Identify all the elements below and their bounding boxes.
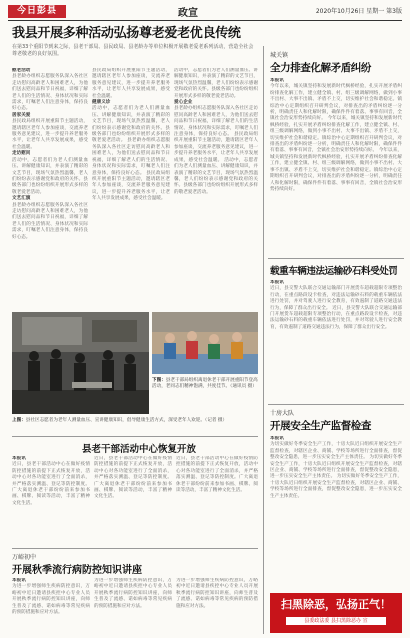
lead-headline: 我县开展多种活动弘扬尊老爱老优良传统 [12,26,241,41]
masthead-rule [8,20,402,21]
slogan-issuer: 县委政法委 县扫黑除恶办 宣 [286,617,386,625]
article-column [176,456,258,546]
caption-label: 上图： [12,418,26,423]
body-text: 活动中，志愿者们为老人们测量血压、讲解健康知识，并表演了精彩的文艺节目，现场气氛热烈温馨，老人们纷纷表示感谢党和政府的关怀。县级各部门也纷纷组织开展形式多样的敬老爱老活动。 [12,157,88,195]
body-text: 县老龄办组织志愿服务队深入各社区走访慰问高龄老人和困难老人，为他们送去慰问品和节日祝福，详细了解老人们的生活情况、身体状况和实际需求，叮嘱老人们注意身体，保持良好心态。 [174,106,258,138]
slogan-banner [270,593,402,633]
subheading: 慰老活动 [12,68,31,73]
article-column [94,578,172,634]
divider [268,404,404,405]
slogan-text: 扫黑除恶，弘扬正气！ [281,598,391,611]
body-text: 为切实做好冬季安全生产工作，十房大队近日组织开展安全生产监督检查，对辖区企业、商铺、学校等场所进行全面排查，督促整改安全隐患，进一步压实安全生产主体责任。 [270,455,402,480]
body-text: 县老龄办组织志愿服务队深入各社区走访慰问高龄老人和困难老人，为他们送去慰问品和节日祝福，详细了解老人们的生活情况、身体状况和实际需求，叮嘱老人们注意身体，保持良好心态。 [92,138,170,176]
body-text: 今年以来，城关镇坚持和发展新时代枫桥经验，扎实开展矛盾纠纷排查化解工作，建立健全镇、村、组三级调解网络，做到小事不出村、大事不出镇、矛盾不上交，切实维护社会和谐稳定。镇综治中心定期组织召开研判会议，对排查出的矛盾纠纷逐一分析，明确责任人和化解时限，确保件件有着落、事事有回音，全镇社会治安形势持续向好。 [270,84,402,122]
byline: 本报讯 [270,436,284,441]
subheading: 居家关爱 [12,112,31,118]
divider [12,548,258,549]
lead-intro: 在第33个重阳节到来之际，县老干部局、县民政局、县老龄办等单位积极开展敬老爱老系列活动，营造全社会尊老敬老的良好氛围。 [12,44,254,57]
body-text: 活动中，志愿者们为老人们测量血压、讲解健康知识，并表演了精彩的文艺节目，现场气氛热烈温馨，老人们纷纷表示感谢党和政府的关怀。县级各部门也纷纷组织开展形式多样的敬老爱老活动。 [92,106,170,144]
lead-column-2 [92,68,170,290]
article-headline: 开展安全生产监督检查 [270,420,371,432]
byline: 本报讯 [270,78,284,83]
byline: 本报讯 [12,456,26,461]
caption-text: 县老干部局组织离退休老干部开展重阳节登高活动，老同志们精神饱满，共度佳节。（通讯员 摄） [152,378,258,389]
body-text: 县老龄办组织志愿服务队深入各社区走访慰问高龄老人和困难老人，为他们送去慰问品和节日祝福，详细了解老人们的生活情况、身体状况和实际需求，叮嘱老人们注意身体，保持良好心态。 [12,74,88,112]
caption-text: 县社区志愿者为老年人测量血压、宣讲健康知识，倡导健康生活方式，深受老年人欢迎。（记者 摄） [25,418,228,423]
article-kicker: 万峪初中 [12,554,37,561]
body-text: 为进一步增强师生疾病防控意识，万峪初中近日邀请县疾控中心专业人员开展秋季流行病防控知识讲座，向师生普及了流感、诺如病毒等常见疾病的预防措施和应对方法。 [176,578,258,609]
body-text: 今年以来，城关镇坚持和发展新时代枫桥经验，扎实开展矛盾纠纷排查化解工作，建立健全镇、村、组三级调解网络，做到小事不出村、大事不出镇、矛盾不上交，切实维护社会和谐稳定。镇综治中心定期组织召开研判会议，对排查出的矛盾纠纷逐一分析，明确责任人和化解时限，确保件件有着落、事事有回音，全镇社会治安形势持续向好。 [270,116,402,154]
body-text: 活动中，志愿者们为老人们测量血压、讲解健康知识，并表演了精彩的文艺节目，现场气氛热烈温馨，老人们纷纷表示感谢党和政府的关怀。县级各部门也纷纷组织开展形式多样的敬老爱老活动。 [174,68,258,99]
divider [12,436,258,437]
body-text: 近日，县老干部活动中心在做好疫情防控措施的前提下正式恢复开放，活动中心对各功能室进行了全面消杀，并严格落实测温、登记等防控制度。广大离退休老干部纷纷前来参加书画、棋牌、阅读等活动，丰富了精神文化生活。 [12,462,90,506]
subheading: 走访慰问 [12,151,31,157]
body-text: 近日，县老干部活动中心在做好疫情防控措施的前提下正式恢复开放，活动中心对各功能室进行了全面消杀，并严格落实测温、登记等防控制度。广大离退休老干部纷纷前来参加书画、棋牌、阅读等活动，丰富了精神文化生活。 [94,456,172,500]
subheading: 爱心企业 [174,100,193,106]
article-column [12,456,90,546]
body-text: 活动中，志愿者们为老人们测量血压、讲解健康知识，并表演了精彩的文艺节目，现场气氛热烈温馨，老人们纷纷表示感谢党和政府的关怀。县级各部门也纷纷组织开展形式多样的敬老爱老活动。 [174,157,258,195]
column-divider [263,46,264,634]
photo-caption-2 [12,418,258,424]
article-headline: 载重车辆违法运输砂石料受处罚 [270,266,398,277]
article-body [270,78,402,254]
dateline: 2020年10月26日 星期一 第3版 [315,8,402,15]
body-text: 县民政局组织开展重阳节主题活动，邀请辖区老年人参加座谈，交流养老服务意见建议，进一步提升养老服务水平，让老年人共享发展成果，感受社会温暖。 [174,132,258,163]
body-text: 县老龄办组织志愿服务队深入各社区走访慰问高龄老人和困难老人，为他们送去慰问品和节日祝福，详细了解老人们的生活情况、身体状况和实际需求，叮嘱老人们注意身体，保持良好心态。 [12,202,88,240]
article-kicker: 十房大队 [270,410,295,417]
byline: 本报讯 [12,578,26,583]
body-text: 为切实做好冬季安全生产工作，十房大队近日组织开展安全生产监督检查，对辖区企业、商铺、学校等场所进行全面排查，督促整改安全隐患，进一步压实安全生产主体责任。 [270,474,402,499]
article-body [270,436,402,588]
body-text: 近日，县交警大队联合交通运输部门开展货车超载超限专项整治行动，在重点路段设卡检查，对违法运输砂石料的载重车辆依法进行处罚，并对驾驶人进行安全教育，有效遏制了道路交通违法行为，保障了群众出行安全。 [270,286,402,311]
newspaper-logo: 今日彭县 [8,5,66,18]
photo-elders [152,312,258,374]
divider [268,258,404,259]
lead-column-1 [12,68,88,308]
body-text: 县民政局组织开展重阳节主题活动，邀请辖区老年人参加座谈，交流养老服务意见建议，进一步提升养老服务水平，让老年人共享发展成果，感受社会温暖。 [12,119,88,150]
article-headline: 全力排查化解矛盾纠纷 [270,62,371,74]
photo-caption-1 [152,378,258,390]
body-text: 县民政局组织开展重阳节主题活动，邀请辖区老年人参加座谈，交流养老服务意见建议，进一步提升养老服务水平，让老年人共享发展成果，感受社会温暖。 [92,170,170,202]
lead-column-3 [174,68,258,290]
masthead [8,4,402,20]
body-text: 为切实做好冬季安全生产工作，十房大队近日组织开展安全生产监督检查，对辖区企业、商铺、学校等场所进行全面排查，督促整改安全隐患，进一步压实安全生产主体责任。 [270,442,402,461]
article-column [12,578,90,634]
body-text: 为进一步增强师生疾病防控意识，万峪初中近日邀请县疾控中心专业人员开展秋季流行病防控知识讲座，向师生普及了流感、诺如病毒等常见疾病的预防措施和应对方法。 [94,578,172,609]
body-text: 近日，县老干部活动中心在做好疫情防控措施的前提下正式恢复开放，活动中心对各功能室进行了全面消杀，并严格落实测温、登记等防控制度。广大离退休老干部纷纷前来参加书画、棋牌、阅读等活动，丰富了精神文化生活。 [176,456,258,494]
byline: 本报讯 [270,280,284,285]
article-kicker: 城关镇 [270,52,289,59]
body-text: 今年以来，城关镇坚持和发展新时代枫桥经验，扎实开展矛盾纠纷排查化解工作，建立健全镇、村、组三级调解网络，做到小事不出村、大事不出镇、矛盾不上交，切实维护社会和谐稳定。镇综治中心定期组织召开研判会议，对排查出的矛盾纠纷逐一分析，明确责任人和化解时限，确保件件有着落、事事有回音，全镇社会治安形势持续向好。 [270,148,402,192]
subheading: 文艺汇演 [12,196,31,202]
caption-label: 下图： [152,378,166,383]
body-text: 近日，县交警大队联合交通运输部门开展货车超载超限专项整治行动，在重点路段设卡检查，对违法运输砂石料的载重车辆依法进行处罚，并对驾驶人进行安全教育，有效遏制了道路交通违法行为，保障了群众出行安全。 [270,305,402,330]
body-text: 为进一步增强师生疾病防控意识，万峪初中近日邀请县疾控中心专业人员开展秋季流行病防控知识讲座，向师生普及了流感、诺如病毒等常见疾病的预防措施和应对方法。 [12,584,90,616]
article-column [94,456,172,546]
article-body [270,280,402,400]
article-column [176,578,258,634]
body-text: 县民政局组织开展重阳节主题活动，邀请辖区老年人参加座谈，交流养老服务意见建议，进一步提升养老服务水平，让老年人共享发展成果，感受社会温暖。 [92,68,170,99]
section-name: 政宣 [178,8,198,19]
article-headline: 开展秋季流行病防控知识讲座 [12,565,142,576]
subheading: 健康义诊 [92,100,111,106]
article-headline: 县老干部活动中心恢复开放 [82,444,197,455]
photo-health-check [12,312,149,414]
